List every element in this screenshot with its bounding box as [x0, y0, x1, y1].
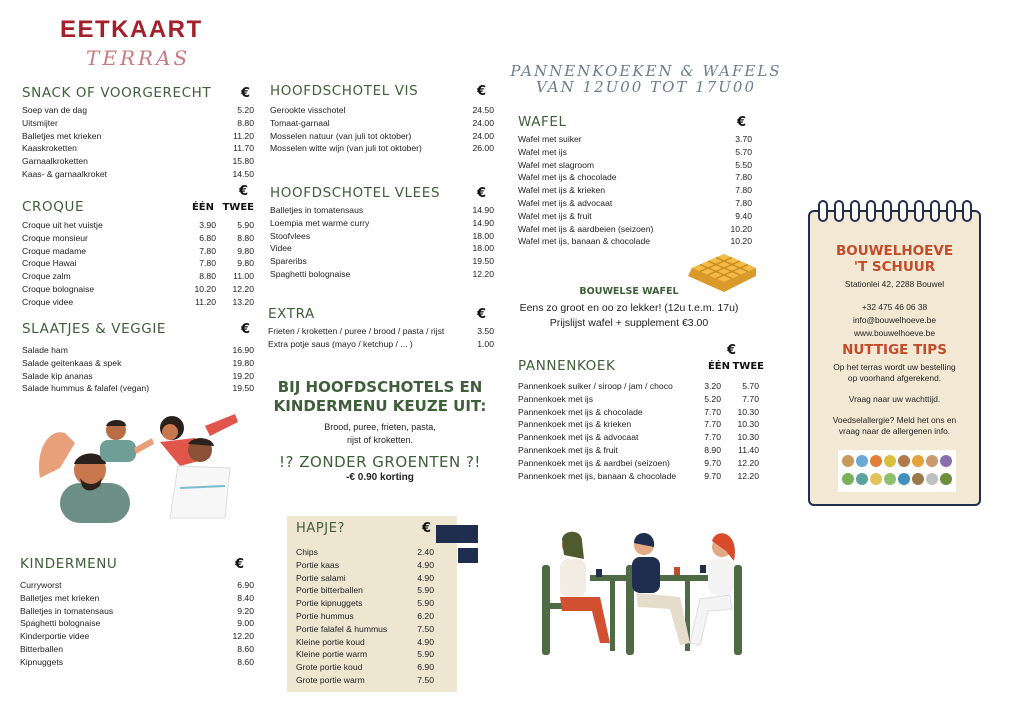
- list-item: Wafel met ijs & chocolade 7.80: [518, 172, 752, 183]
- keuze-line1: Brood, puree, frieten, pasta,: [324, 422, 436, 432]
- list-item: Spaghetti bolognaise 9.00: [20, 618, 254, 629]
- phone: +32 475 46 06 38: [861, 302, 928, 312]
- column-header-two: TWEE: [732, 360, 764, 372]
- price-list: [296, 546, 434, 687]
- tip-2: Vraag naar uw wachttijd.: [848, 394, 941, 404]
- list-item: Croque Hawai 7.80 9.80: [22, 258, 254, 269]
- section-wafel: [518, 113, 752, 248]
- list-item: Salade hummus & falafel (vegan) 19.50: [22, 383, 254, 394]
- pannen-header: [508, 62, 784, 96]
- list-item: Wafel met ijs, banaan & chocolade 10.20: [518, 236, 752, 247]
- list-item: Chips 2.40: [296, 547, 434, 557]
- keuze-title-line2: KINDERMENU KEUZE UIT:: [273, 397, 487, 415]
- list-item: Croque monsieur 6.80 8.80: [22, 232, 254, 243]
- list-item: Curryworst 6.90: [20, 580, 254, 590]
- list-item: Kinderportie videe 12.20: [20, 631, 254, 642]
- address: Stationlei 42, 2288 Bouwel: [844, 279, 945, 289]
- section-title: SNACK OF VOORGERECHT: [22, 85, 212, 101]
- keuze-title-line1: BIJ HOOFDSCHOTELS EN: [277, 378, 483, 396]
- bouwelse-line2: Prijslijst wafel + supplement €3.00: [549, 317, 709, 329]
- price-list: [270, 104, 494, 155]
- menu-subtitle: TERRAS: [86, 46, 191, 70]
- pannen-header-line1: PANNENKOEKEN & WAFELS: [510, 62, 782, 80]
- info-card: [808, 210, 981, 506]
- list-item: Wafel met ijs & krieken 7.80: [518, 185, 752, 196]
- tips-title: NUTTIGE TIPS: [842, 342, 947, 358]
- section-bouwelse: [506, 286, 752, 329]
- section-hapje: [287, 516, 457, 692]
- section-croque: [22, 184, 254, 309]
- family-illustration: [20, 408, 250, 523]
- section-vlees: [270, 184, 494, 281]
- list-item: Wafel met ijs 5.70: [518, 146, 752, 157]
- currency-label: €: [238, 184, 248, 199]
- currency-label: €: [421, 521, 431, 536]
- list-item: Wafel met slagroom 5.50: [518, 159, 752, 170]
- list-item: Pannenkoek met ijs & chocolade 7.70 10.30: [518, 406, 759, 417]
- list-item: Kleine portie warm 5.90: [296, 649, 434, 660]
- list-item: Salade kip ananas 19.20: [22, 370, 254, 381]
- allergen-icons: [838, 450, 956, 492]
- list-item: Kaaskroketten 11.70: [22, 143, 254, 154]
- currency-label: €: [736, 114, 746, 130]
- list-item: Frieten / kroketten / puree / brood / pasta / rijst 3.50: [268, 326, 494, 336]
- list-item: Salade geitenkaas & spek 19.80: [22, 357, 254, 368]
- tip-1b: op voorhand afgerekend.: [847, 373, 942, 383]
- section-vis: [270, 82, 494, 155]
- section-extra: [268, 305, 494, 351]
- list-item: Bitterballen 8.60: [20, 643, 254, 654]
- list-item: Croque uit het vuistje 3.90 5.90: [22, 220, 254, 230]
- list-item: Wafel met ijs & advocaat 7.80: [518, 197, 752, 208]
- business-name-line1: BOUWELHOEVE: [835, 243, 954, 259]
- list-item: Pannenkoek met ijs & aardbei (seizoen) 9.70 12.20: [518, 457, 759, 468]
- keuze-line2: rijst of kroketten.: [346, 435, 414, 445]
- list-item: Uitsmijter 8.80: [22, 117, 254, 128]
- list-item: Croque madame 7.80 9.80: [22, 245, 254, 256]
- currency-label: €: [240, 321, 250, 337]
- list-item: Pannenkoek met ijs 5.20 7.70: [518, 393, 759, 404]
- list-item: Gerookte visschotel 24.50: [270, 105, 494, 115]
- korting: -€ 0.90 korting: [346, 472, 414, 483]
- section-title: PANNENKOEK: [518, 358, 616, 374]
- list-item: Kleine portie koud 4.90: [296, 636, 434, 647]
- list-item: Videe 18.00: [270, 243, 494, 254]
- currency-label: €: [476, 83, 486, 99]
- section-snack: [22, 84, 254, 181]
- column-header-one: ÉÉN: [191, 201, 214, 213]
- navy-tab: [458, 548, 478, 563]
- list-item: Kipnuggets 8.60: [20, 656, 254, 667]
- currency-label: €: [476, 306, 486, 322]
- menu-title: EETKAART: [60, 16, 203, 43]
- tip-3a: Voedselallergie? Meld het ons en: [832, 415, 957, 425]
- list-item: Portie falafel & hummus 7.50: [296, 623, 434, 634]
- list-item: Balletjes in tomatensaus 14.90: [270, 205, 494, 215]
- price-list: [518, 380, 759, 482]
- tip-1a: Op het terras wordt uw bestelling: [833, 362, 956, 372]
- section-title: HOOFDSCHOTEL VIS: [270, 83, 419, 99]
- list-item: Grote portie warm 7.50: [296, 674, 434, 685]
- section-title: HAPJE?: [296, 521, 346, 536]
- price-list: [22, 219, 254, 309]
- list-item: Wafel met suiker 3.70: [518, 134, 752, 144]
- section-title: EXTRA: [268, 306, 315, 322]
- list-item: Balletjes met krieken 11.20: [22, 130, 254, 141]
- list-item: Balletjes in tomatensaus 9.20: [20, 605, 254, 616]
- list-item: Tomaat-garnaal 24.00: [270, 117, 494, 128]
- bouwelse-title: BOUWELSE WAFEL: [579, 286, 679, 297]
- bouwelse-line1: Eens zo groot en oo zo lekker! (12u t.e.m. 17u): [519, 302, 739, 314]
- price-list: [268, 325, 494, 351]
- currency-label: €: [234, 556, 244, 572]
- list-item: Spareribs 19.50: [270, 256, 494, 267]
- list-item: Pannenkoek met ijs, banaan & chocolade 9.70 12.20: [518, 470, 759, 481]
- section-title: CROQUE: [22, 199, 85, 215]
- list-item: Croque videe 11.20 13.20: [22, 296, 254, 307]
- cafe-illustration: [540, 525, 752, 660]
- list-item: Portie kipnuggets 5.90: [296, 598, 434, 609]
- list-item: Portie hummus 6.20: [296, 610, 434, 621]
- website-link[interactable]: www.bouwelhoeve.be: [853, 328, 935, 338]
- list-item: Pannenkoek suiker / siroop / jam / choco 3.20 5.70: [518, 381, 759, 391]
- list-item: Loempia met warme curry 14.90: [270, 217, 494, 228]
- currency-label: €: [726, 343, 736, 358]
- list-item: Pannenkoek met ijs & advocaat 7.70 10.30: [518, 432, 759, 443]
- section-slaatjes: [22, 320, 254, 395]
- list-item: Grote portie koud 6.90: [296, 662, 434, 673]
- list-item: Extra potje saus (mayo / ketchup / ... ) 1.00: [268, 338, 494, 349]
- list-item: Pannenkoek met ijs & fruit 8.90 11.40: [518, 444, 759, 455]
- section-title: HOOFDSCHOTEL VLEES: [270, 185, 441, 201]
- list-item: Portie bitterballen 5.90: [296, 585, 434, 596]
- list-item: Croque zalm 8.80 11.00: [22, 271, 254, 282]
- list-item: Soep van de dag 5.20: [22, 105, 254, 115]
- currency-label: €: [240, 85, 250, 101]
- zonder-groenten: !? ZONDER GROENTEN ?!: [279, 453, 481, 471]
- price-list: [22, 344, 254, 395]
- email-link[interactable]: info@bouwelhoeve.be: [852, 315, 936, 325]
- currency-label: €: [476, 185, 486, 201]
- navy-tab: [436, 525, 478, 543]
- column-header-two: TWEE: [222, 201, 254, 213]
- list-item: Balletjes met krieken 8.40: [20, 592, 254, 603]
- list-item: Stoofvlees 18.00: [270, 230, 494, 241]
- list-item: Wafel met ijs & aardbeien (seizoen) 10.20: [518, 223, 752, 234]
- business-name-line2: 'T SCHUUR: [853, 259, 936, 275]
- section-pannenkoek: [518, 343, 764, 482]
- column-header-one: ÉÉN: [707, 360, 730, 372]
- pannen-header-line2: VAN 12U00 TOT 17U00: [535, 78, 756, 96]
- price-list: [270, 204, 494, 281]
- list-item: Salade ham 16.90: [22, 345, 254, 355]
- list-item: Croque bolognaise 10.20 12.20: [22, 283, 254, 294]
- list-item: Mosselen natuur (van juli tot oktober) 24.00: [270, 130, 494, 141]
- tip-3b: vraag naar de allergenen info.: [838, 426, 951, 436]
- list-item: Portie salami 4.90: [296, 572, 434, 583]
- price-list: [20, 579, 254, 669]
- section-title: WAFEL: [518, 114, 567, 130]
- section-title: SLAATJES & VEGGIE: [22, 321, 167, 337]
- price-list: [518, 133, 752, 248]
- price-list: [22, 104, 254, 181]
- list-item: Mosselen witte wijn (van juli tot oktober) 26.00: [270, 143, 494, 154]
- section-kindermenu: [20, 555, 254, 669]
- list-item: Spaghetti bolognaise 12.20: [270, 268, 494, 279]
- list-item: Portie kaas 4.90: [296, 559, 434, 570]
- section-title: KINDERMENU: [20, 556, 118, 572]
- list-item: Wafel met ijs & fruit 9.40: [518, 210, 752, 221]
- list-item: Kaas- & garnaalkroket 14.50: [22, 168, 254, 179]
- list-item: Pannenkoek met ijs & krieken 7.70 10.30: [518, 419, 759, 430]
- list-item: Garnaalkroketten 15.80: [22, 156, 254, 167]
- section-keuze: [262, 378, 498, 483]
